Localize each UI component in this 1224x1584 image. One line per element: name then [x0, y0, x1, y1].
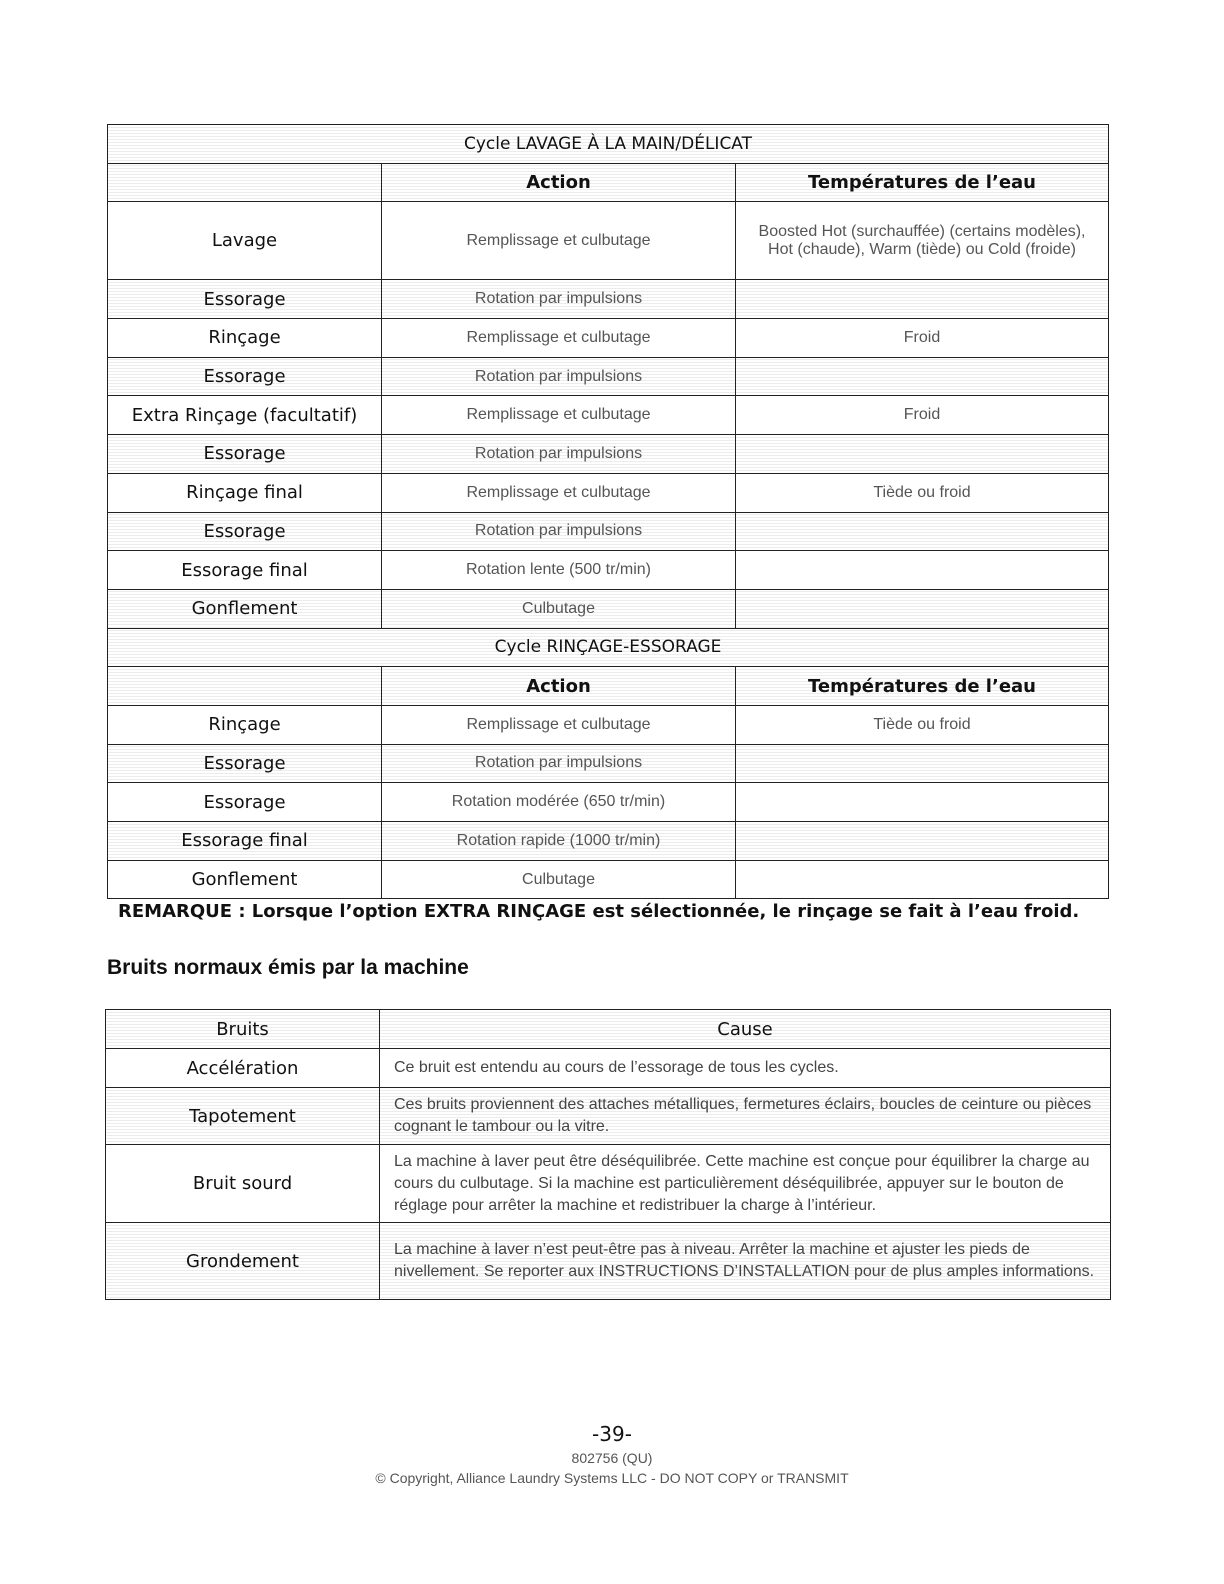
cycle-table — [107, 124, 1109, 899]
step-temp — [736, 357, 1109, 396]
section-title: Bruits normaux émis par la machine — [107, 956, 469, 979]
header-blank — [108, 163, 382, 202]
step-temp — [736, 512, 1109, 551]
step-temp — [736, 551, 1109, 590]
table-row — [108, 512, 1109, 551]
document-number: 802756 (QU) — [571, 1450, 653, 1466]
table-row — [108, 435, 1109, 474]
step-temp: Tiède ou froid — [736, 473, 1109, 512]
table-row — [108, 473, 1109, 512]
step-action: Remplissage et culbutage — [382, 202, 736, 280]
step-action: Remplissage et culbutage — [382, 473, 736, 512]
table-row — [108, 589, 1109, 628]
table-row — [108, 396, 1109, 435]
noise-label: Grondement — [106, 1223, 380, 1300]
copyright-notice: © Copyright, Alliance Laundry Systems LLC - DO NOT COPY or TRANSMIT — [375, 1470, 849, 1486]
header-action: Action — [382, 163, 736, 202]
step-temp — [736, 783, 1109, 822]
table-row — [108, 783, 1109, 822]
header-temp: Températures de l’eau — [736, 667, 1109, 706]
table-row — [108, 744, 1109, 783]
step-temp — [736, 744, 1109, 783]
table-row — [106, 1088, 1111, 1145]
step-action: Rotation modérée (650 tr/min) — [382, 783, 736, 822]
step-label: Rinçage — [108, 705, 382, 744]
step-temp: Tiède ou froid — [736, 705, 1109, 744]
page-footer — [0, 1422, 1224, 1486]
step-label: Essorage final — [108, 551, 382, 590]
step-label: Essorage — [108, 512, 382, 551]
header-temp: Températures de l’eau — [736, 163, 1109, 202]
step-temp — [736, 435, 1109, 474]
header-action: Action — [382, 667, 736, 706]
step-label: Essorage — [108, 280, 382, 319]
step-label: Gonflement — [108, 860, 382, 899]
step-action: Remplissage et culbutage — [382, 319, 736, 358]
table-row — [108, 551, 1109, 590]
step-temp: Froid — [736, 319, 1109, 358]
table-row — [106, 1145, 1111, 1223]
header-bruits: Bruits — [106, 1010, 380, 1049]
cycle-title-lavage: Cycle LAVAGE À LA MAIN/DÉLICAT — [108, 125, 1109, 164]
step-temp: Boosted Hot (surchauffée) (certains modèles), Hot (chaude), Warm (tiède) ou Cold (froide) — [736, 202, 1109, 280]
step-label: Essorage final — [108, 822, 382, 861]
step-action: Remplissage et culbutage — [382, 396, 736, 435]
step-temp — [736, 589, 1109, 628]
step-label: Essorage — [108, 783, 382, 822]
step-label: Extra Rinçage (facultatif) — [108, 396, 382, 435]
step-temp — [736, 280, 1109, 319]
table-row — [108, 822, 1109, 861]
step-label: Gonflement — [108, 589, 382, 628]
noise-cause: Ce bruit est entendu au cours de l’essorage de tous les cycles. — [380, 1049, 1111, 1088]
step-action: Rotation lente (500 tr/min) — [382, 551, 736, 590]
step-action: Rotation par impulsions — [382, 744, 736, 783]
noise-label: Tapotement — [106, 1088, 380, 1145]
step-action: Rotation par impulsions — [382, 357, 736, 396]
table-row — [108, 202, 1109, 280]
step-label: Rinçage — [108, 319, 382, 358]
step-action: Rotation par impulsions — [382, 280, 736, 319]
step-action: Rotation par impulsions — [382, 435, 736, 474]
remark-note: REMARQUE : Lorsque l’option EXTRA RINÇAGE est sélectionnée, le rinçage se fait à l’eau froid. — [118, 901, 1080, 922]
table-row — [108, 357, 1109, 396]
step-action: Remplissage et culbutage — [382, 705, 736, 744]
step-label: Essorage — [108, 357, 382, 396]
step-action: Rotation rapide (1000 tr/min) — [382, 822, 736, 861]
step-label: Rinçage final — [108, 473, 382, 512]
step-temp — [736, 860, 1109, 899]
step-action: Culbutage — [382, 860, 736, 899]
step-temp — [736, 822, 1109, 861]
noise-cause: La machine à laver n’est peut-être pas à niveau. Arrêter la machine et ajuster les pieds de nivellement. Se reporter aux INSTRUCTIONS D’INSTALLATION pour de plus amples informations. — [380, 1223, 1111, 1300]
table-row — [108, 705, 1109, 744]
table-row — [108, 280, 1109, 319]
table-row — [108, 860, 1109, 899]
header-blank — [108, 667, 382, 706]
table-row — [108, 319, 1109, 358]
noise-label: Accélération — [106, 1049, 380, 1088]
noise-cause: Ces bruits proviennent des attaches métalliques, fermetures éclairs, boucles de ceinture ou pièces cognant le tambour ou la vitre. — [380, 1088, 1111, 1145]
step-action: Culbutage — [382, 589, 736, 628]
table-row — [106, 1223, 1111, 1300]
header-cause: Cause — [380, 1010, 1111, 1049]
step-action: Rotation par impulsions — [382, 512, 736, 551]
noise-table — [105, 1009, 1111, 1300]
page-number: -39- — [592, 1422, 632, 1446]
noise-cause: La machine à laver peut être déséquilibrée. Cette machine est conçue pour équilibrer la charge au cours du culbutage. Si la machine est particulièrement déséquilibrée, appuyer sur le bouton de réglage pour arrêter la machine et redistribuer la charge à l’intérieur. — [380, 1145, 1111, 1223]
step-label: Essorage — [108, 435, 382, 474]
step-temp: Froid — [736, 396, 1109, 435]
cycle-title-rincage: Cycle RINÇAGE-ESSORAGE — [108, 628, 1109, 667]
noise-label: Bruit sourd — [106, 1145, 380, 1223]
step-label: Lavage — [108, 202, 382, 280]
table-row — [106, 1049, 1111, 1088]
step-label: Essorage — [108, 744, 382, 783]
